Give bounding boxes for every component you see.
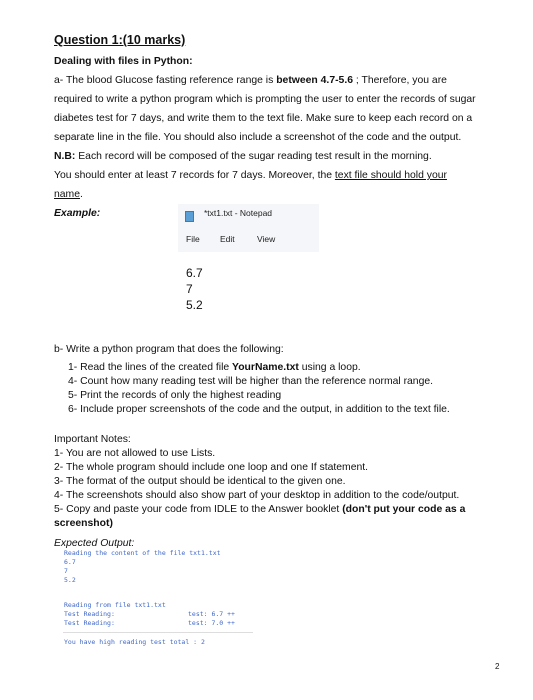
para-line: name. (54, 189, 83, 200)
notepad-titlebar (178, 204, 319, 226)
output-test-value: test: 6.7 ++ (188, 610, 235, 618)
note-item: 4- The screenshots should also show part of your desktop in addition to the code/output. (54, 490, 460, 501)
part-b-intro: b- Write a python program that does the following: (54, 344, 284, 355)
part-b-item: 4- Count how many reading test will be higher than the reference normal range. (68, 376, 434, 387)
notepad-line: 7 (186, 282, 193, 296)
example-label: Example: (54, 208, 101, 219)
notepad-screenshot (178, 204, 319, 328)
note-item: 1- You are not allowed to use Lists. (54, 448, 216, 459)
note-item: 3- The format of the output should be identical to the given one. (54, 476, 346, 487)
output-test-label: Test Reading: (64, 610, 115, 618)
expected-label: Expected Output: (54, 538, 135, 549)
para-line: separate line in the file. You should also include a screenshot of the code and the output. (54, 132, 462, 143)
output-test-label: Test Reading: (64, 619, 115, 627)
menu-file[interactable]: File (186, 234, 200, 244)
output-value: 6.7 (64, 558, 76, 566)
para-line: You should enter at least 7 records for 7 days. Moreover, the text file should hold your (54, 170, 447, 181)
output-total: You have high reading test total : 2 (64, 638, 205, 646)
page-number: 2 (495, 662, 500, 671)
notepad-text-area[interactable] (178, 252, 319, 328)
para-line: diabetes test for 7 days, and write them to the text file. Make sure to keep each record on a (54, 113, 473, 124)
menu-edit[interactable]: Edit (220, 234, 235, 244)
part-b-item: 5- Print the records of only the highest reading (68, 390, 282, 401)
para-line: required to write a python program which is prompting the user to enter the records of sugar (54, 94, 476, 105)
note-item: 2- The whole program should include one loop and one If statement. (54, 462, 369, 473)
output-line: Reading from file txt1.txt (64, 601, 166, 609)
menu-view[interactable]: View (257, 234, 276, 244)
notes-title: Important Notes: (54, 434, 131, 445)
output-divider (63, 632, 253, 633)
note-item: screenshot) (54, 518, 113, 529)
notepad-title: *txt1.txt - Notepad (204, 208, 273, 218)
output-line: Reading the content of the file txt1.txt (64, 549, 221, 557)
part-b-item: 6- Include proper screenshots of the code and the output, in addition to the text file. (68, 404, 450, 415)
notepad-line: 6.7 (186, 266, 203, 280)
section-heading: Dealing with files in Python: (54, 56, 193, 67)
question-title: Question 1:(10 marks) (54, 33, 186, 47)
note-item: 5- Copy and paste your code from IDLE to the Answer booklet (don't put your code as a (54, 504, 466, 515)
notepad-icon (185, 211, 194, 222)
output-value: 5.2 (64, 576, 76, 584)
para-line: N.B: Each record will be composed of the sugar reading test result in the morning. (54, 151, 432, 162)
output-test-value: test: 7.0 ++ (188, 619, 235, 627)
notepad-line: 5.2 (186, 298, 203, 312)
part-b-item: 1- Read the lines of the created file YourName.txt using a loop. (68, 362, 361, 373)
output-value: 7 (64, 567, 68, 575)
para-line: a- The blood Glucose fasting reference range is between 4.7-5.6 ; Therefore, you are (54, 75, 447, 86)
